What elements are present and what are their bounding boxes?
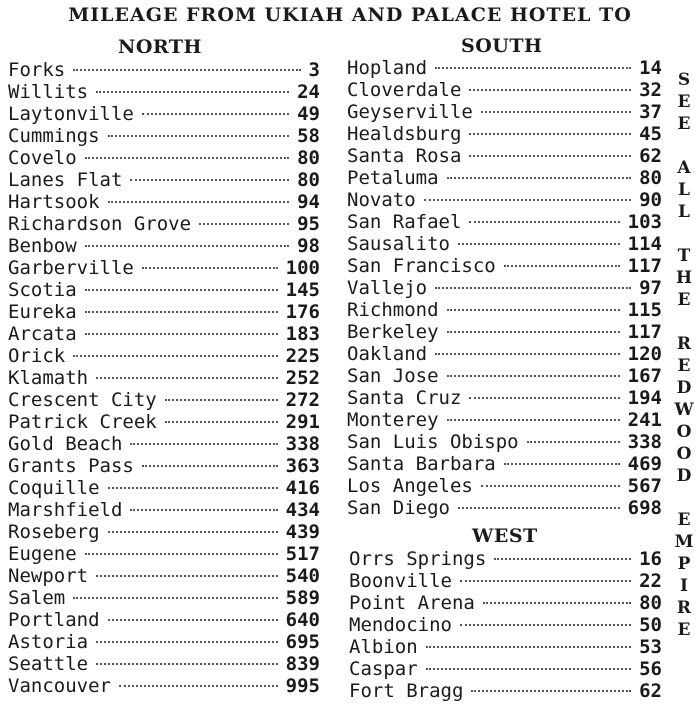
list-item: [8, 631, 320, 653]
dot-leader: [142, 465, 278, 467]
mileage-value: 540: [285, 565, 320, 587]
dot-leader: [96, 663, 278, 665]
place-name: Crescent City: [8, 389, 157, 411]
place-name: Los Angeles: [347, 475, 473, 497]
place-name: San Jose: [347, 365, 439, 387]
list-item: [8, 191, 320, 213]
place-name: Eugene: [8, 543, 77, 565]
list-item: [8, 323, 320, 345]
dot-leader: [85, 245, 289, 247]
mileage-value: 80: [297, 169, 320, 191]
list-item: [347, 255, 662, 277]
place-name: Fort Bragg: [349, 680, 464, 702]
dot-leader: [460, 624, 631, 626]
list-item: [347, 475, 662, 497]
place-name: San Diego: [347, 497, 450, 519]
place-name: Richardson Grove: [8, 213, 192, 235]
dot-leader: [108, 531, 278, 533]
dot-leader: [85, 289, 278, 291]
list-item: [8, 367, 320, 389]
list-item: [8, 103, 320, 125]
mileage-value: 62: [639, 145, 662, 167]
list-item: [8, 301, 320, 323]
dot-leader: [469, 89, 631, 91]
place-name: Laytonville: [8, 103, 134, 125]
dot-leader: [447, 375, 620, 377]
dot-leader: [96, 91, 289, 93]
dot-leader: [142, 267, 278, 269]
mileage-value: 469: [627, 453, 662, 475]
place-name: Astoria: [8, 631, 89, 653]
mileage-value: 14: [639, 57, 662, 79]
list-item: [8, 433, 320, 455]
place-name: Boonville: [349, 570, 452, 592]
dot-leader: [85, 553, 278, 555]
place-name: Forks: [8, 59, 66, 81]
dot-leader: [199, 223, 289, 225]
list-item: [8, 411, 320, 433]
mileage-value: 145: [285, 279, 320, 301]
mileage-value: 95: [297, 213, 320, 235]
mileage-value: 80: [639, 167, 662, 189]
list-item: [8, 675, 320, 697]
dot-leader: [85, 311, 278, 313]
dot-leader: [447, 419, 620, 421]
place-name: Arcata: [8, 323, 77, 345]
place-name: Orick: [8, 345, 66, 367]
place-name: Grants Pass: [8, 455, 134, 477]
dot-leader: [494, 558, 631, 560]
mileage-value: 97: [639, 277, 662, 299]
list-item: [347, 167, 662, 189]
mileage-value: 434: [285, 499, 320, 521]
mileage-value: 241: [627, 409, 662, 431]
list-item: [347, 123, 662, 145]
list-item: [8, 521, 320, 543]
west-mileage-list: [349, 548, 662, 702]
dot-leader: [73, 69, 300, 71]
list-item: [8, 389, 320, 411]
list-item: [8, 257, 320, 279]
place-name: Marshfield: [8, 499, 123, 521]
mileage-value: 120: [627, 343, 662, 365]
place-name: Willits: [8, 81, 89, 103]
dot-leader: [504, 463, 620, 465]
place-name: Santa Cruz: [347, 387, 462, 409]
dot-leader: [426, 668, 631, 670]
list-item: [347, 57, 662, 79]
north-heading: NORTH: [118, 36, 202, 58]
place-name: Hartsook: [8, 191, 100, 213]
list-item: [8, 235, 320, 257]
dot-leader: [130, 179, 289, 181]
mileage-value: 80: [297, 147, 320, 169]
dot-leader: [469, 133, 631, 135]
dot-leader: [435, 287, 631, 289]
list-item: [347, 233, 662, 255]
mileage-value: 115: [627, 299, 662, 321]
list-item: [347, 145, 662, 167]
list-item: [8, 587, 320, 609]
mileage-value: 53: [639, 636, 662, 658]
place-name: Albion: [349, 636, 418, 658]
place-name: San Francisco: [347, 255, 496, 277]
list-item: [349, 680, 662, 702]
dot-leader: [483, 602, 631, 604]
mileage-value: 272: [285, 389, 320, 411]
mileage-value: 50: [639, 614, 662, 636]
dot-leader: [119, 685, 278, 687]
list-item: [8, 125, 320, 147]
mileage-value: 589: [285, 587, 320, 609]
mileage-value: 45: [639, 123, 662, 145]
list-item: [8, 455, 320, 477]
list-item: [8, 565, 320, 587]
list-item: [347, 365, 662, 387]
list-item: [347, 431, 662, 453]
dot-leader: [130, 509, 277, 511]
mileage-value: 56: [639, 658, 662, 680]
list-item: [347, 299, 662, 321]
dot-leader: [85, 157, 289, 159]
mileage-value: 338: [285, 433, 320, 455]
list-item: [8, 59, 320, 81]
mileage-value: 695: [285, 631, 320, 653]
dot-leader: [481, 485, 620, 487]
west-heading: WEST: [472, 525, 538, 547]
place-name: Lanes Flat: [8, 169, 123, 191]
place-name: Klamath: [8, 367, 89, 389]
list-item: [8, 81, 320, 103]
dot-leader: [165, 421, 278, 423]
dot-leader: [504, 265, 620, 267]
place-name: Point Arena: [349, 592, 475, 614]
mileage-value: 37: [639, 101, 662, 123]
side-slogan: SEE ALL THE REDWOOD EMPIRE: [674, 70, 694, 642]
south-mileage-list: [347, 57, 662, 519]
mileage-value: 252: [285, 367, 320, 389]
place-name: Benbow: [8, 235, 77, 257]
dot-leader: [108, 487, 278, 489]
dot-leader: [481, 111, 631, 113]
place-name: Santa Rosa: [347, 145, 462, 167]
list-item: [8, 477, 320, 499]
place-name: Berkeley: [347, 321, 439, 343]
place-name: Salem: [8, 587, 66, 609]
mileage-value: 58: [297, 125, 320, 147]
place-name: Garberville: [8, 257, 134, 279]
list-item: [349, 592, 662, 614]
dot-leader: [447, 331, 620, 333]
place-name: Newport: [8, 565, 89, 587]
list-item: [349, 636, 662, 658]
dot-leader: [108, 135, 290, 137]
place-name: Sausalito: [347, 233, 450, 255]
place-name: Covelo: [8, 147, 77, 169]
mileage-value: 80: [639, 592, 662, 614]
dot-leader: [458, 507, 620, 509]
place-name: Hopland: [347, 57, 428, 79]
dot-leader: [142, 113, 289, 115]
place-name: Mendocino: [349, 614, 452, 636]
dot-leader: [73, 597, 277, 599]
list-item: [8, 609, 320, 631]
dot-leader: [469, 221, 619, 223]
place-name: Seattle: [8, 653, 89, 675]
place-name: Orrs Springs: [349, 548, 487, 570]
mileage-value: 194: [627, 387, 662, 409]
list-item: [8, 169, 320, 191]
list-item: [347, 321, 662, 343]
dot-leader: [424, 199, 631, 201]
south-heading: SOUTH: [461, 35, 543, 57]
place-name: Cloverdale: [347, 79, 462, 101]
place-name: Healdsburg: [347, 123, 462, 145]
place-name: Patrick Creek: [8, 411, 157, 433]
mileage-value: 103: [627, 211, 662, 233]
dot-leader: [471, 690, 631, 692]
list-item: [8, 543, 320, 565]
list-item: [347, 101, 662, 123]
north-mileage-list: [8, 59, 320, 697]
dot-leader: [426, 646, 631, 648]
mileage-value: 16: [639, 548, 662, 570]
list-item: [349, 548, 662, 570]
mileage-value: 183: [285, 323, 320, 345]
list-item: [349, 570, 662, 592]
place-name: Gold Beach: [8, 433, 123, 455]
dot-leader: [469, 155, 631, 157]
place-name: Geyserville: [347, 101, 473, 123]
mileage-value: 176: [285, 301, 320, 323]
list-item: [8, 147, 320, 169]
page-title: MILEAGE FROM UKIAH AND PALACE HOTEL TO: [68, 4, 632, 26]
mileage-value: 117: [627, 321, 662, 343]
mileage-value: 114: [627, 233, 662, 255]
list-item: [347, 343, 662, 365]
list-item: [8, 499, 320, 521]
dot-leader: [165, 399, 278, 401]
dot-leader: [527, 441, 620, 443]
mileage-value: 94: [297, 191, 320, 213]
mileage-value: 62: [639, 680, 662, 702]
dot-leader: [96, 377, 278, 379]
mileage-value: 640: [285, 609, 320, 631]
place-name: Coquille: [8, 477, 100, 499]
place-name: Vancouver: [8, 675, 111, 697]
mileage-value: 517: [285, 543, 320, 565]
list-item: [347, 277, 662, 299]
mileage-value: 567: [627, 475, 662, 497]
place-name: Caspar: [349, 658, 418, 680]
dot-leader: [469, 397, 619, 399]
place-name: Cummings: [8, 125, 100, 147]
dot-leader: [447, 177, 632, 179]
list-item: [347, 387, 662, 409]
dot-leader: [130, 443, 277, 445]
place-name: Richmond: [347, 299, 439, 321]
place-name: San Rafael: [347, 211, 462, 233]
mileage-value: 22: [639, 570, 662, 592]
mileage-value: 995: [285, 675, 320, 697]
list-item: [347, 497, 662, 519]
mileage-value: 167: [627, 365, 662, 387]
list-item: [8, 345, 320, 367]
mileage-value: 90: [639, 189, 662, 211]
mileage-value: 439: [285, 521, 320, 543]
list-item: [347, 189, 662, 211]
dot-leader: [108, 201, 290, 203]
place-name: San Luis Obispo: [347, 431, 519, 453]
mileage-value: 338: [627, 431, 662, 453]
dot-leader: [447, 309, 620, 311]
list-item: [349, 614, 662, 636]
mileage-value: 117: [627, 255, 662, 277]
mileage-value: 24: [297, 81, 320, 103]
place-name: Eureka: [8, 301, 77, 323]
list-item: [347, 409, 662, 431]
dot-leader: [108, 619, 278, 621]
list-item: [8, 279, 320, 301]
dot-leader: [460, 580, 631, 582]
place-name: Petaluma: [347, 167, 439, 189]
place-name: Portland: [8, 609, 100, 631]
list-item: [8, 213, 320, 235]
dot-leader: [458, 243, 620, 245]
place-name: Roseberg: [8, 521, 100, 543]
mileage-value: 32: [639, 79, 662, 101]
list-item: [347, 211, 662, 233]
mileage-value: 100: [285, 257, 320, 279]
mileage-value: 225: [285, 345, 320, 367]
mileage-value: 291: [285, 411, 320, 433]
mileage-value: 363: [285, 455, 320, 477]
mileage-value: 98: [297, 235, 320, 257]
dot-leader: [73, 355, 277, 357]
place-name: Monterey: [347, 409, 439, 431]
dot-leader: [96, 575, 278, 577]
place-name: Santa Barbara: [347, 453, 496, 475]
dot-leader: [85, 333, 278, 335]
list-item: [8, 653, 320, 675]
place-name: Scotia: [8, 279, 77, 301]
dot-leader: [435, 67, 631, 69]
place-name: Novato: [347, 189, 416, 211]
list-item: [347, 453, 662, 475]
mileage-value: 839: [285, 653, 320, 675]
mileage-value: 49: [297, 103, 320, 125]
place-name: Vallejo: [347, 277, 428, 299]
list-item: [347, 79, 662, 101]
place-name: Oakland: [347, 343, 428, 365]
dot-leader: [96, 641, 278, 643]
list-item: [349, 658, 662, 680]
mileage-value: 3: [308, 59, 320, 81]
dot-leader: [435, 353, 620, 355]
mileage-value: 698: [627, 497, 662, 519]
mileage-value: 416: [285, 477, 320, 499]
